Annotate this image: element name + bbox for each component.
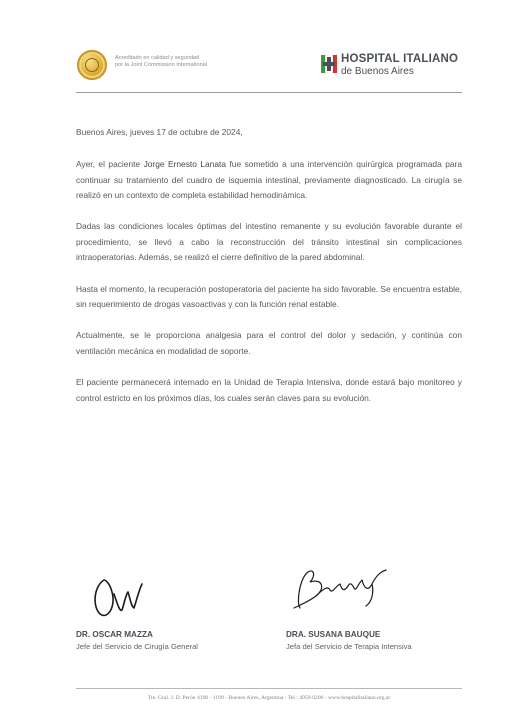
accreditation-line-1: Acreditado en calidad y seguridad	[115, 55, 200, 61]
paragraph-4: Actualmente, se le proporciona analgesia para el control del dolor y sedación, y continúa con ventilación mecánica en modalidad de soporte.	[76, 330, 462, 356]
paragraph-1-end: fue sometido a una intervención quirúrgica programada para continuar su tratamiento del cuadro de isquemia intestinal, previamente diagnosticado. La cirugía se realizó en un contexto de completa estabilidad hemodinámica.	[76, 159, 462, 201]
signer-role-left: Jefe del Servicio de Cirugía General	[76, 642, 198, 651]
hospital-cross-icon	[321, 55, 337, 73]
letter-body	[76, 126, 462, 422]
handwritten-signature-right	[286, 558, 416, 616]
hospital-name: HOSPITAL ITALIANO	[341, 53, 459, 65]
accreditation-line-2: por la Joint Commission International	[115, 62, 208, 68]
accreditation-text	[115, 55, 285, 69]
paragraph-1-start: Ayer, el paciente	[76, 159, 144, 169]
signer-name-left: DR. OSCAR MAZZA	[76, 630, 153, 639]
signer-name-right: DRA. SUSANA BAUQUE	[286, 630, 381, 639]
hospital-logo	[321, 53, 463, 79]
footer-address: Tte. Gral. J. D. Perón 4190 - 1199 - Buenos Aires, Argentina - Tel.: 4959-0200 - www.hospitalitaliano.org.ar	[147, 695, 391, 701]
paragraph-2: Dadas las condiciones locales óptimas del intestino remanente y su evolución favorable durante el procedimiento, se llevó a cabo la reconstrucción del tránsito intestinal sin complicaciones intraoperatorias. Además, se realizó el cierre definitivo de la pared abdominal.	[76, 221, 462, 263]
header-divider	[76, 92, 462, 93]
date-line: Buenos Aires, jueves 17 de octubre de 2024,	[76, 127, 243, 137]
paragraph-3: Hasta el momento, la recuperación postoperatoria del paciente ha sido favorable. Se encuentra estable, sin requerimiento de drogas vasoactivas y con la función renal estable.	[76, 283, 462, 310]
letterhead	[77, 46, 462, 86]
paragraph-1	[76, 157, 462, 204]
footer-divider	[76, 688, 462, 689]
hospital-subtitle: de Buenos Aires	[341, 66, 414, 77]
patient-name: Jorge Ernesto Lanata	[143, 159, 226, 169]
joint-commission-seal-icon	[77, 50, 107, 80]
handwritten-signature-left	[86, 572, 146, 622]
signer-role-right: Jefa del Servicio de Terapia Intensiva	[286, 642, 412, 651]
paragraph-5: El paciente permanecerá internado en la Unidad de Terapia Intensiva, donde estará bajo monitoreo y control estricto en los próximos días, los cuales serán claves para su evolución.	[76, 376, 462, 403]
seal-inner-ring	[85, 58, 99, 72]
